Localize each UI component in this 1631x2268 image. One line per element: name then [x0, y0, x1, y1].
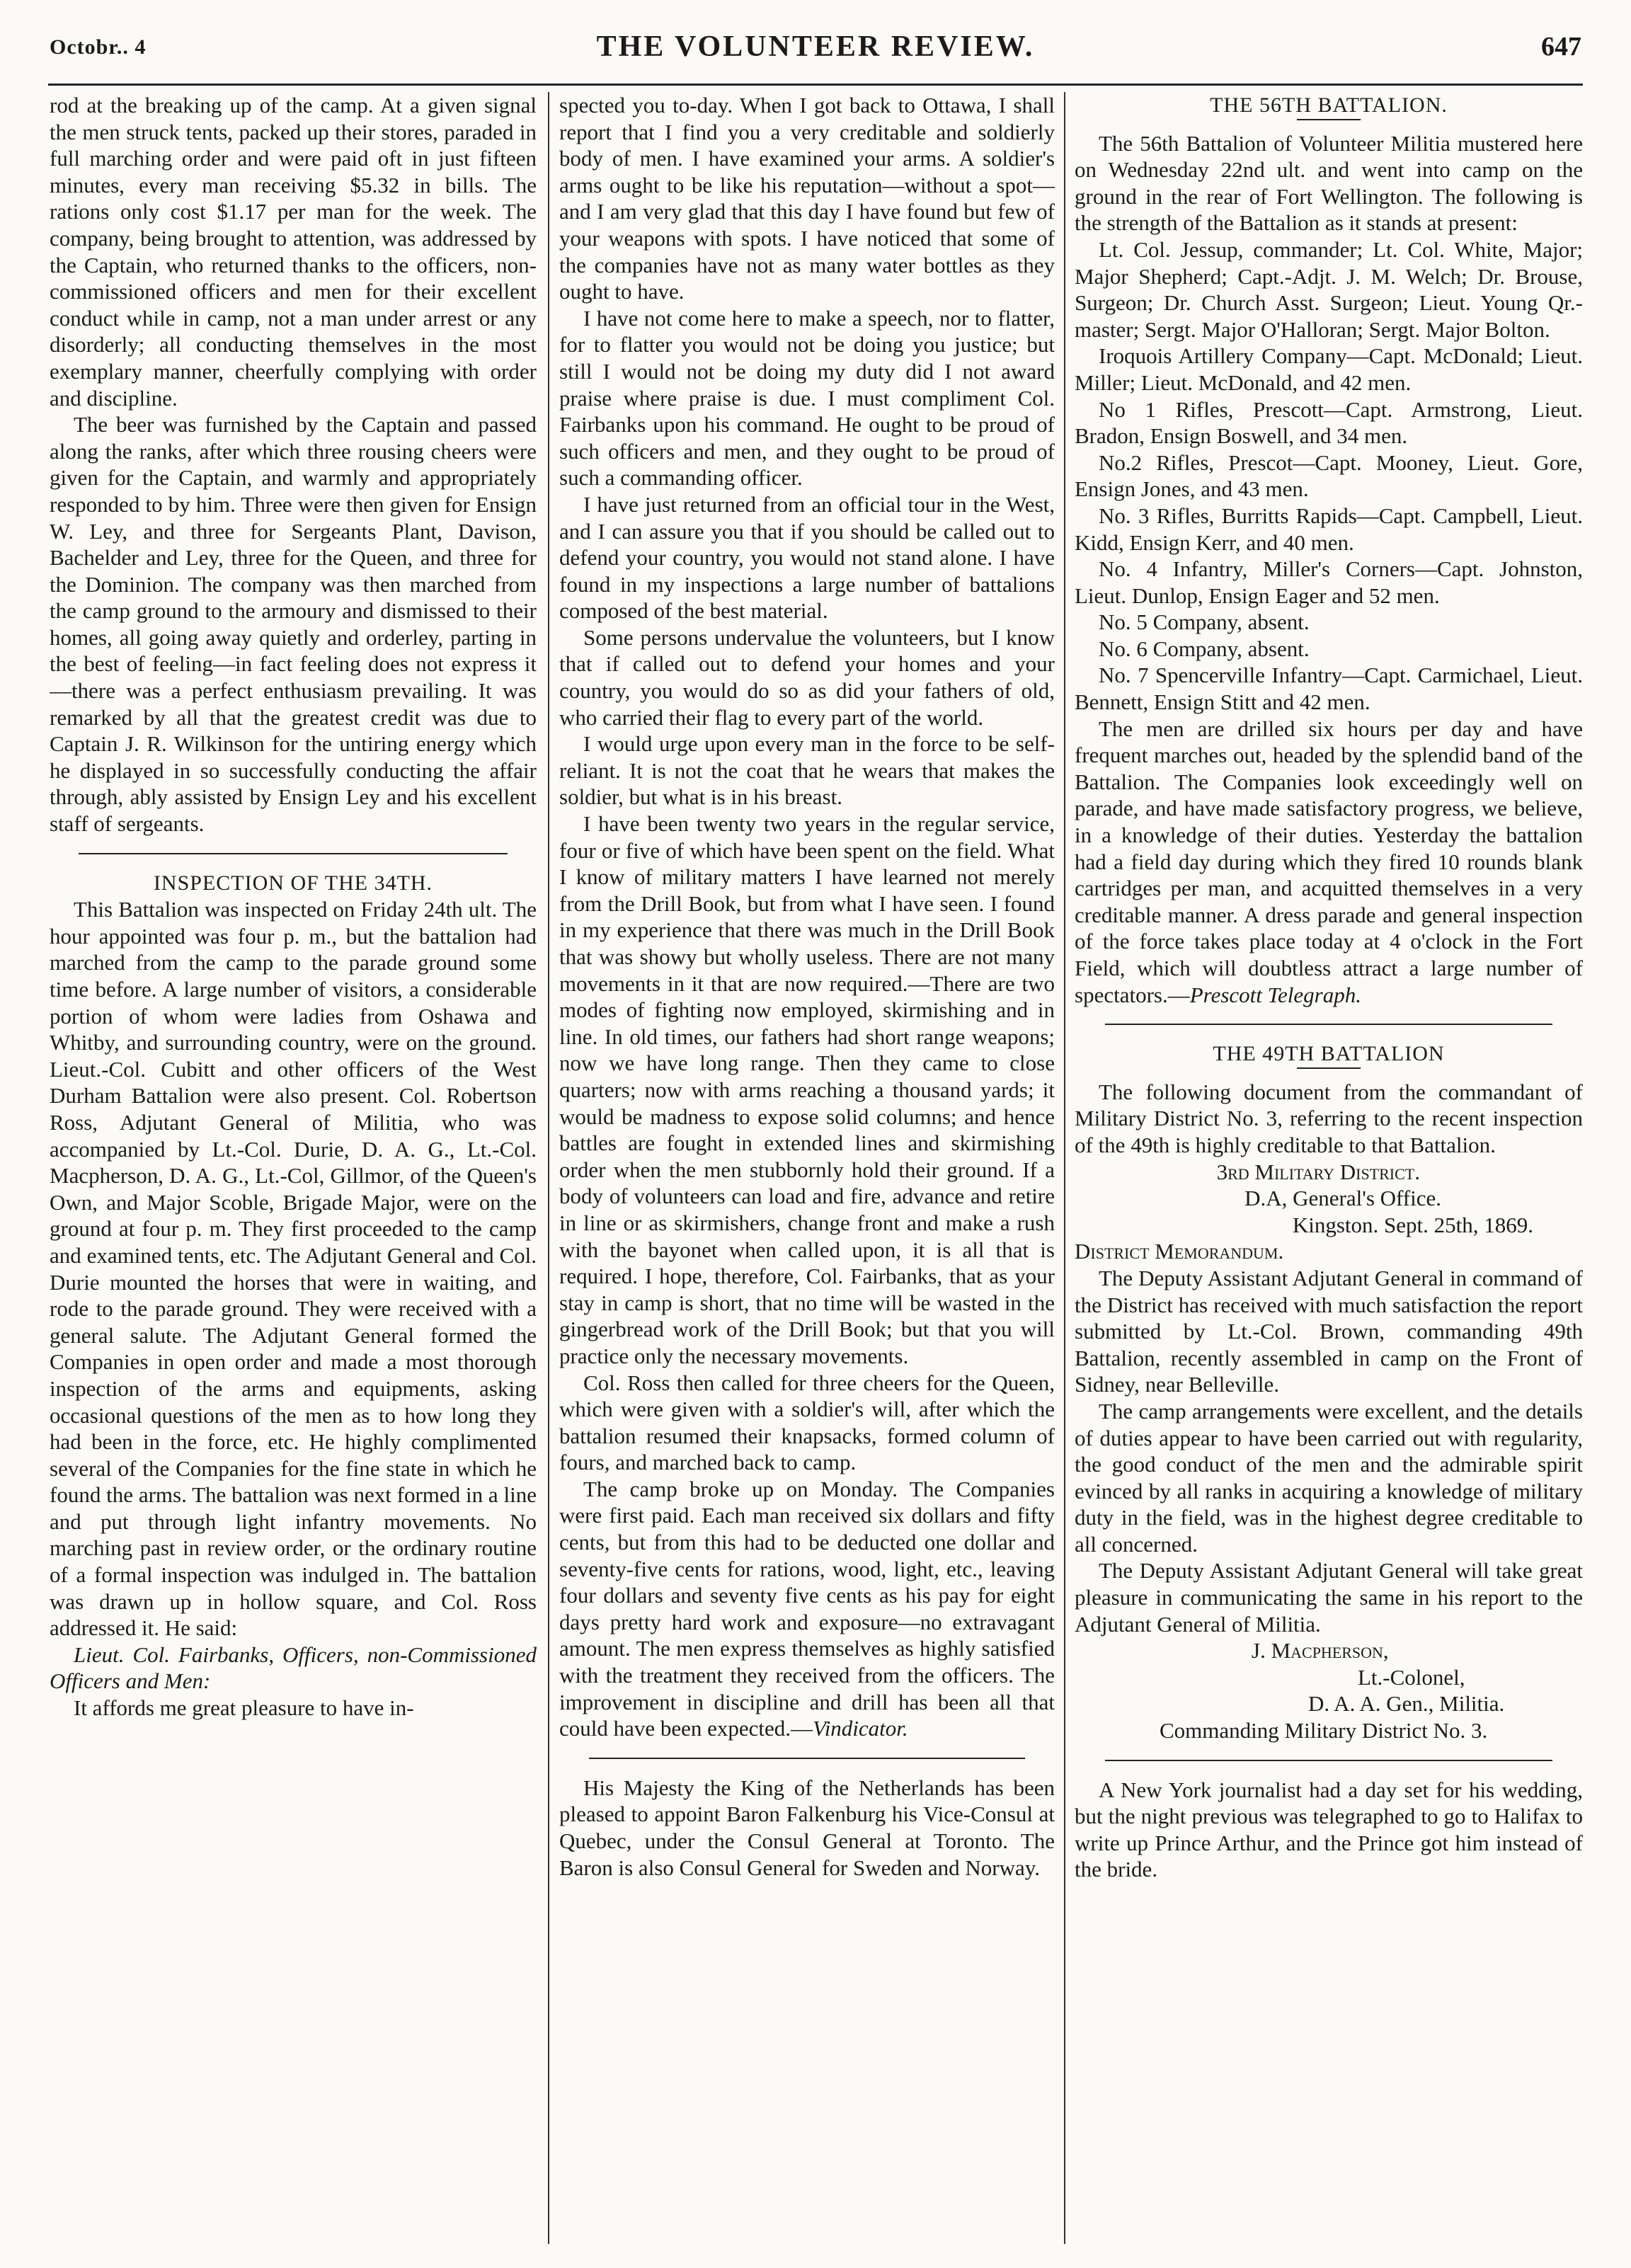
paragraph: No. 7 Spencerville Infantry—Capt. Carmichael, Lieut. Bennett, Ensign Stitt and 42 men.	[1075, 663, 1583, 715]
paragraph-text: The men are drilled six hours per day and have frequent marches out, headed by the splendid band of the Battalion. The Companies look exceedingly well on parade, and have made satisfactory progress, we believe, in a knowledge of their duties. Yesterday the battalion had a field day during which they fired 10 rounds blank cartridges per man, and acquitted themselves in a very creditable manner. A dress parade and general inspection of the force takes place today at 4 o'clock in the Fort Field, which will doubtless attract a large number of spectators.—	[1075, 716, 1583, 1007]
paragraph: I have not come here to make a speech, nor to flatter, for to flatter you would not be doing you justice; but still I would not be doing my duty did I not award praise where praise is due. I must compliment Col. Fairbanks upon his command. He ought to be proud of such officers and men, and they ought to be proud of such a commanding officer.	[559, 305, 1055, 491]
signature-title: D. A. A. Gen., Militia.	[1308, 1691, 1505, 1717]
article-separator	[79, 853, 507, 854]
paragraph	[559, 1476, 1055, 1742]
publication-title: THE VOLUNTEER REVIEW.	[596, 30, 1035, 63]
paragraph-text: The camp broke up on Monday. The Companies were first paid. Each man received six dollars and fifty cents, but from this had to be deducted one dollar and seventy-five cents for rations, wood, light, etc., leaving four dollars and seventy five cents as his pay for eight days pretty hard work and exposure—no extravagant amount. The men express themselves as highly satisfied with the treatment they received from the officers. The improvement in discipline and drill has been all that could have been expected.—	[559, 1476, 1055, 1741]
paragraph: I have been twenty two years in the regular service, four or five of which have been spent on the field. What I know of military matters I have learned not merely from the Drill Book, but from what I have seen. I found in my experience that there was much in the Drill Book that was showy but wholly useless. There are not many movements in it that are now required.—There are two modes of fighting now employed, skirmishing and in line. In old times, our fathers had short range weapons; now we have long range. Then they came to close quarters; now with arms reaching a thousand yards; it would be madness to expose solid columns; and hence battles are fought in extended lines and skirmishing order when the men stubbornly hold their ground. If a body of volunteers can load and fire, advance and retire in line or as skirmishers, change front and make a rush with the bayonet when called upon, it is all that is required. I hope, therefore, Col. Fairbanks, that as your stay in camp is short, that no time will be wasted in the gingerbread work of the Drill Book; but that you will practice only the necessary movements.	[559, 811, 1055, 1368]
paragraph: No. 5 Company, absent.	[1099, 609, 1310, 635]
paragraph: Iroquois Artillery Company—Capt. McDonald; Lieut. Miller; Lieut. McDonald, and 42 men.	[1075, 343, 1583, 395]
signature-rank: Lt.-Colonel,	[1358, 1664, 1465, 1690]
article-heading: INSPECTION OF THE 34TH.	[153, 871, 433, 895]
paragraph: The camp arrangements were excellent, and the details of duties appear to have been carried out with regularity, the good conduct of the men and the admirable spirit evinced by all ranks in acquiring a knowledge of military duty in the field, was in the highest degree creditable to all concerned.	[1075, 1398, 1583, 1557]
paragraph: rod at the breaking up of the camp. At a given signal the men struck tents, packed up their stores, paraded in full marching order and were paid oft in just fifteen minutes, every man receiving $5.32 in bills. The rations only cost $1.17 per man for the week. The company, being brought to attention, was addressed by the Captain, who returned thanks to the officers, non-commissioned officers and men for their excellent conduct while in camp, not a man under arrest or any disorderly; all conducting themselves in the most exemplary manner, cheerfully complying with order and discipline.	[50, 93, 537, 411]
paragraph: No 1 Rifles, Prescott—Capt. Armstrong, Lieut. Bradon, Ensign Boswell, and 34 men.	[1075, 396, 1583, 449]
paragraph: No. 3 Rifles, Burritts Rapids—Capt. Campbell, Lieut. Kidd, Ensign Kerr, and 40 men.	[1075, 503, 1583, 555]
signature-name: J. Macpherson,	[1252, 1638, 1389, 1663]
column-1	[50, 92, 537, 2251]
column-divider	[1064, 92, 1065, 2244]
paragraph: The Deputy Assistant Adjutant General in command of the District has received with much satisfaction the report submitted by Lt.-Col. Brown, commanding 49th Battalion, recently assembled in camp on the Front of Sidney, near Belleville.	[1075, 1265, 1583, 1397]
heading-rule	[1297, 1067, 1361, 1069]
memo-title: District Memorandum.	[1075, 1239, 1284, 1264]
paragraph: No.2 Rifles, Prescot—Capt. Mooney, Lieut. Gore, Ensign Jones, and 43 men.	[1075, 449, 1583, 502]
memo-date-line: Kingston. Sept. 25th, 1869.	[1292, 1212, 1533, 1237]
paragraph: No. 6 Company, absent.	[1099, 636, 1310, 661]
issue-date: Octobr.. 4	[50, 35, 147, 59]
paragraph: The Deputy Assistant Adjutant General will take great pleasure in communicating the same in his report to the Adjutant General of Militia.	[1075, 1558, 1583, 1637]
article-heading: THE 49TH BATTALION	[1213, 1042, 1445, 1066]
article-separator	[589, 1758, 1025, 1759]
page-header	[0, 28, 1631, 71]
paragraph: The 56th Battalion of Volunteer Militia mustered here on Wednesday 22nd ult. and went into camp on the ground in the rear of Fort Wellington. The following is the strength of the Battalion as it stands at present:	[1075, 130, 1583, 236]
paragraph: Col. Ross then called for three cheers for the Queen, which were given with a soldier's will, after which the battalion resumed their knapsacks, formed column of fours, and marched back to camp.	[559, 1370, 1055, 1475]
paragraph: Lt. Col. Jessup, commander; Lt. Col. White, Major; Major Shepherd; Capt.-Adjt. J. M. Welch; Dr. Brouse, Surgeon; Dr. Church Asst. Surgeon; Lieut. Young Qr.-master; Sergt. Major O'Halloran; Sergt. Major Bolton.	[1075, 236, 1583, 342]
paragraph: A New York journalist had a day set for his wedding, but the night previous was telegraphed to go to Halifax to write up Prince Arthur, and the Prince got him instead of the bride.	[1075, 1777, 1583, 1882]
paragraph	[1075, 716, 1583, 1009]
signature-block	[1075, 1637, 1583, 1743]
signature-command: Commanding Military District No. 3.	[1160, 1718, 1488, 1743]
source-credit: Prescott Telegraph.	[1189, 982, 1361, 1007]
paragraph: spected you to-day. When I got back to Ottawa, I shall report that I find you a very creditable and soldierly body of men. I have examined your arms. A soldier's arms ought to be like his reputation—without a spot—and I am very glad that this day I have found but few of your weapons with spots. I have noticed that some of the companies have not as many water bottles as they ought to have.	[559, 93, 1055, 304]
paragraph: I have just returned from an official tour in the West, and I can assure you that if you should be called out to defend your country, you would not stand alone. I have found in my inspections a large number of battalions composed of the best material.	[559, 491, 1055, 624]
salutation: Lieut. Col. Fairbanks, Officers, non-Commissioned Officers and Men:	[50, 1642, 537, 1694]
article-separator	[1105, 1024, 1552, 1025]
column-3	[1075, 92, 1583, 2251]
paragraph: The following document from the commandant of Military District No. 3, referring to the recent inspection of the 49th is highly creditable to that Battalion.	[1075, 1079, 1583, 1157]
paragraph: The beer was furnished by the Captain and passed along the ranks, after which three rousing cheers were given for the Captain, and warmly and appropriately responded to by him. Three were then given for Ensign W. Ley, and three for Sergeants Plant, Davison, Bachelder and Ley, three for the Queen, and three for the Dominion. The company was then marched from the camp ground to the armoury and dismissed to their homes, all going away quietly and orderley, parting in the best of feeling—in fact feeling does not express it—there was a perfect enthusiasm prevailing. It was remarked by all that the greatest credit was due to Captain J. R. Wilkinson for the untiring energy which he displayed in so successfully conducting the affair through, ably assisted by Ensign Ley and his excellent staff of sergeants.	[50, 412, 537, 837]
paragraph: It affords me great pleasure to have in-	[74, 1695, 414, 1721]
article-separator	[1105, 1760, 1552, 1761]
paragraph: His Majesty the King of the Netherlands has been pleased to appoint Baron Falkenburg his Vice-Consul at Quebec, under the Consul General at Toronto. The Baron is also Consul General for Sweden and Norway.	[559, 1775, 1055, 1880]
paragraph: Some persons undervalue the volunteers, but I know that if called out to defend your homes and your country, you would do so as did your fathers of old, who carried their flag to every part of the world.	[559, 624, 1055, 730]
memo-address-line: 3rd Military District.	[1216, 1159, 1420, 1184]
source-credit: Vindicator.	[813, 1716, 908, 1741]
header-rule	[48, 84, 1583, 86]
article-heading: THE 56TH BATTALION.	[1210, 93, 1448, 117]
paragraph: I would urge upon every man in the force to be self-reliant. It is not the coat that he wears that makes the soldier, but what is in his breast.	[559, 731, 1055, 810]
memo-address-line: D.A, General's Office.	[1244, 1186, 1441, 1211]
heading-rule	[1297, 119, 1361, 120]
page-number: 647	[1541, 32, 1581, 62]
paragraph: No. 4 Infantry, Miller's Corners—Capt. Johnston, Lieut. Dunlop, Ensign Eager and 52 men.	[1075, 556, 1583, 608]
column-2	[559, 92, 1055, 2251]
column-divider	[548, 92, 549, 2244]
paragraph: This Battalion was inspected on Friday 24th ult. The hour appointed was four p. m., but the battalion had marched from the camp to the parade ground some time before. A large number of visitors, a considerable portion of whom were ladies from Oshawa and Whitby, and surrounding country, were on the ground. Lieut.-Col. Cubitt and other officers of the West Durham Battalion were also present. Col. Robertson Ross, Adjutant General of Militia, who was accompanied by Lt.-Col. Durie, D. A. G., Lt.-Col. Macpherson, D. A. G., Lt.-Col, Gillmor, of the Queen's Own, and Major Scoble, Brigade Major, were on the ground at four p. m. They first proceeded to the camp and examined tents, etc. The Adjutant General and Col. Durie mounted the horses that were in waiting, and rode to the parade ground. They were received with a general salute. The Adjutant General formed the Companies in open order and made a most thorough inspection of the arms and equipments, asking occasional questions of the men as to how long they had been in the force, etc. He highly complimented several of the Companies for the fine state in which he found the arms. The battalion was next formed in a line and put through light infantry movements. No marching past in review order, or the ordinary routine of a formal inspection was indulged in. The battalion was drawn up in hollow square, and Col. Ross addressed it. He said:	[50, 897, 537, 1641]
